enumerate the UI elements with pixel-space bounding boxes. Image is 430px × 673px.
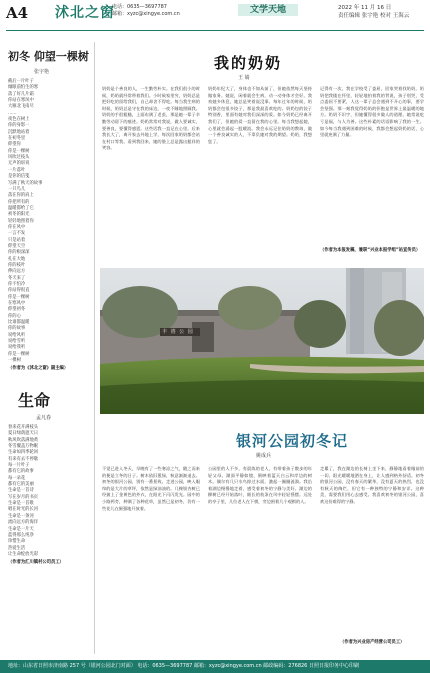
- poem-line: 你的故事: [8, 326, 26, 332]
- poem-line: 都有它的故事: [8, 469, 34, 475]
- header-date-block: [338, 4, 424, 20]
- poem-line: 生命是一首诗: [8, 488, 34, 494]
- poem-line: 落在你的肩上: [8, 193, 34, 199]
- poem-line: 流向远方的海洋: [8, 520, 39, 526]
- poem-line: 珍惜生命: [8, 539, 26, 545]
- article-column: 不觉已进入冬天，早晚有了一些寒凉之气，随之而来的便是立冬的日子。树木依旧葱绿，秋意渐渐退去。初冬的银河公园，别有一番景致。走进公园，映入眼帘的是大片的草坪，依然是绿油油的。几棵银杏树已经披上了金黄色的外衣，在阳光下闪闪发光。园中的小路两旁，种满了各种花草，虽然已是初冬，仍有一些花儿在倔强地开放着。: [102, 466, 200, 511]
- poem-line: 大雁北飞南尽: [8, 104, 34, 110]
- poem-line: 一棵树: [8, 358, 21, 364]
- poem-line: 你的根深深: [8, 250, 30, 256]
- poem-line: 风吹过枝头: [8, 155, 30, 161]
- poem-line: 夜色在树上: [8, 117, 30, 123]
- poem-line: 生命是一条河: [8, 513, 34, 519]
- poem-line: 蓝得那么纯净: [8, 532, 34, 538]
- footer-text: 地址：山东省日照市济南路 257 号（银河公园北门对面） 电话：0635—3697787 邮箱：xyzc@xingye.com.cn 邮政编码：276826 日照日报印务中心印刷: [8, 663, 359, 669]
- poem-line: 仰望初冬: [8, 307, 26, 313]
- poem-line: 每一朵花: [8, 475, 26, 481]
- poem-line: 无声的诉说: [8, 161, 30, 167]
- column-divider: [94, 42, 95, 654]
- poem-body: [8, 79, 90, 364]
- article-author-note: （作者为兴业房产经营公司员工）: [340, 640, 405, 645]
- poem-line: 你的身影一: [8, 123, 30, 129]
- poem-line: 比谁都温暖: [8, 320, 30, 326]
- poem-line: 说给风听: [8, 332, 26, 338]
- page-header: [0, 0, 430, 38]
- header-rule: [6, 30, 424, 31]
- poem-line: 你站在寒风中: [8, 98, 34, 104]
- article-column: 记得有一次，我在学校受了委屈，回家哭着找奶奶。奶奶把我搂在怀里，轻轻地拍着我的背说，孩子别哭，受点委屈不要紧，人这一辈子总会遇到不开心的事，要学会坚强。那一刻我觉得奶奶的怀抱是世界上最温暖的地方。奶奶不识字，但她懂得很多做人的道理。她常说吃亏是福，与人为善。这些朴素的话语影响了我的一生。如今每当我遇到困难的时候，我都会想起奶奶的话，心里就充满了力量。: [320, 86, 424, 138]
- poem-line: 你的心: [8, 313, 21, 319]
- poem-line: 截后一片叶子: [8, 79, 34, 84]
- poem-author-note: （作者为汇川镇村公司员工）: [8, 560, 64, 566]
- photo-sign-text: 丰 禧 公 园: [162, 329, 194, 335]
- poem-line: 扎在大地: [8, 256, 26, 262]
- poem-body: [8, 425, 90, 558]
- poem-line: 生命如四季轮回: [8, 450, 39, 456]
- editor-credit: 责任编辑 张宇艳 校对 王海云: [338, 13, 410, 19]
- poem-line: ……: [8, 110, 17, 116]
- poem-line: 春来花开满枝头: [8, 425, 39, 430]
- poem-line: 你不怕冷: [8, 282, 26, 287]
- poem-author: 孟凡春: [36, 415, 52, 421]
- poem-line: 说给雪听: [8, 339, 26, 345]
- article-title: 银河公园初冬记: [236, 432, 349, 450]
- poem-author: 张宇艳: [34, 69, 50, 75]
- poem-line: 你站得很直: [8, 288, 30, 294]
- page-footer: [0, 660, 430, 673]
- poem-line: 你是一棵树: [8, 294, 30, 300]
- poem-line: 每一片叶子: [8, 463, 30, 469]
- poem-line: 唱在时光的长河: [8, 507, 39, 513]
- poem-line: 你把所有的: [8, 199, 30, 205]
- poem-line: 冬天来了: [8, 275, 26, 281]
- poem-line: 冬雪覆盖万物眠: [8, 444, 39, 450]
- poem-initial-winter: [8, 48, 90, 373]
- poem-line: 说给我听: [8, 345, 26, 351]
- header-email: 邮箱：xyzc@xingye.com.cn: [112, 11, 180, 17]
- poem-line: 在寒风中: [8, 301, 26, 307]
- page-number: A4: [6, 4, 29, 22]
- poem-line: 写在岁月的书页: [8, 494, 39, 500]
- article-author: 姚成兵: [256, 453, 272, 459]
- article-author-note: （作者为本报发稿，兼职“兴业本报学组”站宣传员）: [320, 248, 421, 253]
- poem-line: 落了好几片霜: [8, 91, 34, 97]
- poem-line: 有来有去不停歇: [8, 456, 39, 462]
- poem-line: 生命是一片天: [8, 526, 34, 532]
- poem-life: [8, 388, 90, 567]
- poem-line: 一只鸟儿: [8, 186, 26, 192]
- poem-line: 生命是一首歌: [8, 501, 34, 507]
- section-title: 文学天地: [238, 4, 298, 16]
- header-contact: [112, 4, 180, 18]
- poem-line: 沉默地站着: [8, 129, 30, 135]
- poem-line: 热爱生活: [8, 545, 26, 551]
- poem-line: 夏日绿荫遮天日: [8, 431, 39, 437]
- poem-line: 仰望天空: [8, 243, 26, 249]
- article-column: 奶奶年纪大了，身体也不如从前了，但她依然每天坚持做家务。她说，闲着就会生病，动一动身体才会好。我劝她多休息，她总是笑着说没事。每年过年的时候，奶奶都会包很多饺子，那是我最喜欢吃的。奶奶包的饺子特别香，里面有她对我们深深的爱。如今奶奶已经离开我们了，但她的爱一直留在我的心里。每当我想起她，心里就会涌起一股暖流。我会永远记住奶奶的教诲，做一个善良诚实的人，不辜负她对我的期望。奶奶，我想您了。: [208, 86, 312, 144]
- poem-line: 一片落叶: [8, 167, 26, 173]
- poem-line: 你的枝叶: [8, 262, 26, 268]
- park-photo: [100, 268, 424, 414]
- poem-line: 在初冬里: [8, 136, 26, 142]
- article-column: 公园里的人不多，有晨练的老人，有带着孩子散步的年轻父母。湖面平静如镜，倒映着蓝天白云和岸边的树木。偶尔有几只水鸟掠过水面，激起一圈圈涟漪。我沿着湖边慢慢地走着，感受着初冬的宁静与美好。湖边的柳树已经开始落叶，细长的枝条在风中轻轻摇摆。远处的亭子里，几位老人在下棋，旁边围着几个观棋的人。: [208, 466, 312, 504]
- article-author: 王 婧: [238, 75, 250, 81]
- header-phone: 电话：0635—3697787: [112, 4, 167, 10]
- article-column: 奶奶是个善良的人，一生勤劳朴实。在我们很小的时候，奶奶就经常带着我们。小时候家里穷，奶奶总是把好吃的留给我们，自己却舍不得吃。每当我生病的时候，奶奶总是守在我的床边，一夜不睡地照顾我。奶奶的手很粗糙，上面布满了老茧，那是她一辈子辛勤劳动留下的痕迹。奶奶常常对我说，做人要诚实，要善良，要懂得感恩。这些话我一直记在心里。后来我长大了，离开家去外地上学，每次回家奶奶都会站在村口等我。看到我回来，她的脸上总是露出慈祥的笑容。: [102, 86, 200, 151]
- poem-line: 温暖都给了它: [8, 205, 34, 211]
- poem-line: 初冬的阳光: [8, 212, 30, 218]
- poem-line: 秋风吹落满地黄: [8, 437, 39, 443]
- poem-title: 初冬 仰望一棵树: [8, 50, 89, 63]
- poem-line: 仰望你: [8, 142, 21, 148]
- poem-line: 你是一棵树: [8, 148, 30, 154]
- poem-line: 你在风中: [8, 224, 26, 230]
- poem-line: 写满了秋天的故事: [8, 180, 43, 186]
- article-title: 我的奶奶: [214, 54, 283, 72]
- poem-line: 让生命绽放光彩: [8, 551, 39, 557]
- park-photo-image: [100, 268, 424, 414]
- poem-line: 你是一棵树: [8, 351, 30, 357]
- poem-title: 生命: [18, 391, 51, 410]
- poem-line: 轻轻地照着你: [8, 218, 34, 224]
- article-column: 走累了，我在湖边的长椅上坐下来，静静地看着眼前的一切。阳光暖暖地洒在身上，让人感到格外舒适。初冬的银河公园，没有春天的繁华，没有夏天的热烈，也没有秋天的绚烂，但它有一种独特的宁静和安详。这种美，需要我们用心去感受。我喜欢初冬的银河公园，喜欢这份难得的宁静。: [320, 466, 424, 504]
- issue-date: 2022 年 11 月 16 日: [338, 5, 392, 11]
- poem-line: 倾眼前怕生的寒: [8, 85, 39, 91]
- poem-line: 是你的信笺: [8, 174, 30, 180]
- paper-logo: 沭北之窗: [55, 5, 115, 21]
- poem-line: 都有它的美丽: [8, 482, 34, 488]
- poem-line: 伸向远方: [8, 269, 26, 275]
- poem-line: 一言不发: [8, 231, 26, 237]
- poem-line: 只是站着: [8, 237, 26, 243]
- poem-author-note: （作者为《沭北之窗》副主编）: [8, 366, 69, 372]
